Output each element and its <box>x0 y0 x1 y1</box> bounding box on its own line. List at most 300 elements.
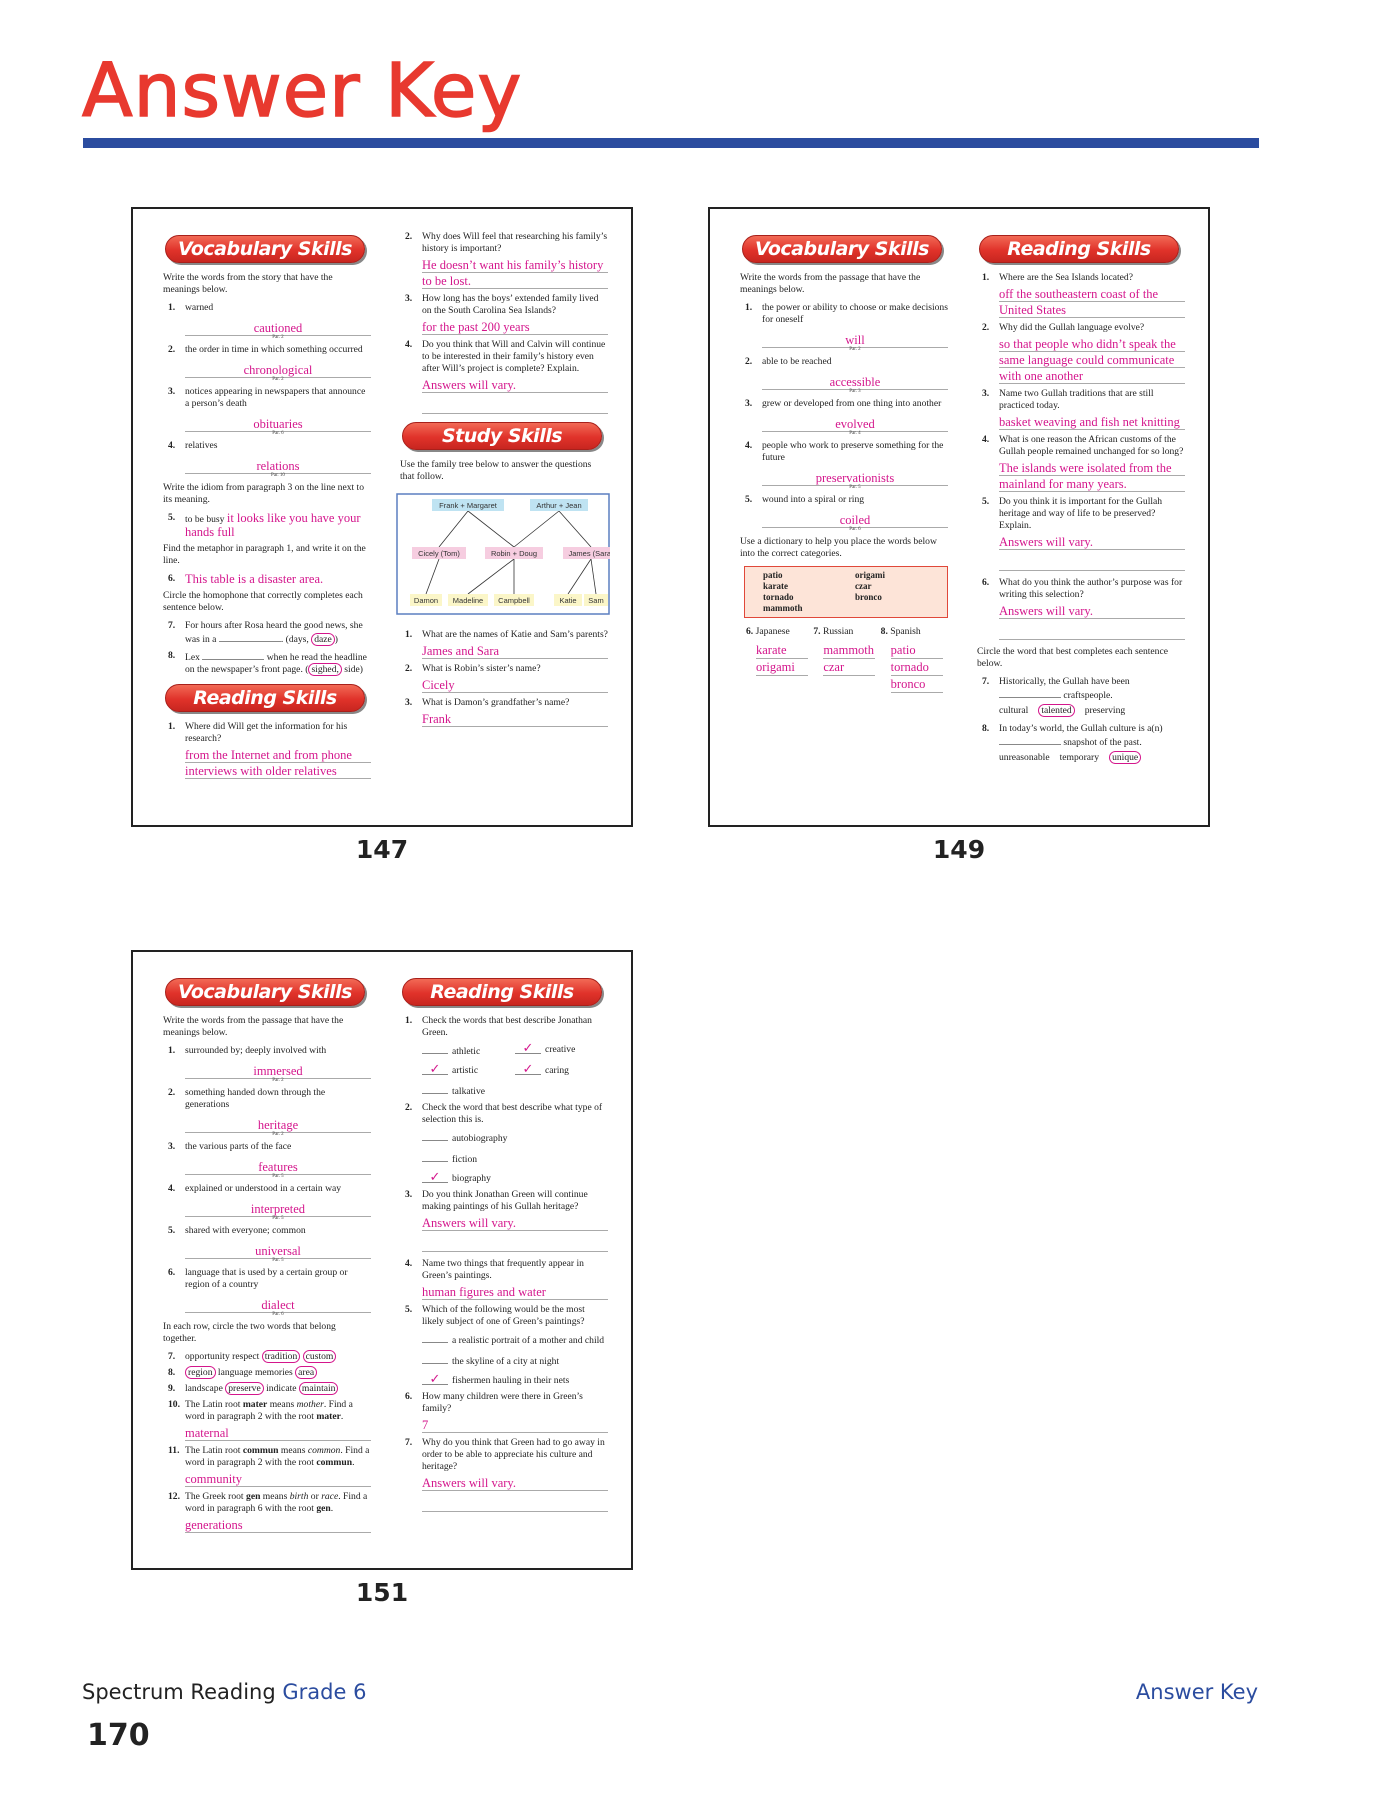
question-number: 7. <box>813 626 821 637</box>
question-segment: Lex <box>185 652 203 663</box>
check-mark-icon: ✓ <box>515 1064 541 1075</box>
question-segment: opportunity respect <box>185 1351 262 1362</box>
question-prompt: What is one reason the African customs of the Gullah people remained unchanged for so long? <box>999 434 1184 457</box>
answer-text: Answers will vary. <box>422 1476 516 1490</box>
answer-line <box>185 1297 371 1317</box>
question-text <box>185 650 371 676</box>
answer-text: Cicely <box>422 678 455 692</box>
question <box>740 440 948 464</box>
question <box>977 676 1185 702</box>
answer-text: mammoth <box>823 643 875 657</box>
question <box>163 1267 371 1291</box>
answer-line <box>185 1159 371 1179</box>
question-number: 1. <box>405 1015 413 1026</box>
answer-text: obituaries <box>253 417 303 431</box>
question-segment: . Find a word in paragraph 2 with the root <box>185 1399 353 1422</box>
answer-line <box>422 711 608 727</box>
question-segment: common <box>307 1445 341 1456</box>
question-prompt: What are the names of Katie and Sam’s parents? <box>422 629 608 640</box>
question-prompt: wound into a spiral or ring <box>762 494 865 505</box>
question <box>400 293 608 317</box>
question-segment: birth <box>289 1491 309 1502</box>
paragraph-reference: Par. 10 <box>271 473 285 478</box>
question-text <box>422 1258 608 1282</box>
answer-text: The islands were isolated from the mainland for many years. <box>999 461 1172 491</box>
question-prompt: able to be reached <box>762 356 832 367</box>
question-text <box>762 356 948 368</box>
question-text <box>999 676 1185 702</box>
question <box>740 302 948 326</box>
question-text <box>185 721 371 745</box>
circled-word: talented <box>1038 704 1074 717</box>
question <box>740 398 948 410</box>
answer-line <box>422 1475 608 1491</box>
word-bank-item: origami <box>855 570 885 580</box>
empty-check-blank <box>422 1151 448 1162</box>
worksheet-column <box>400 970 608 1518</box>
question-segment: side) <box>341 664 363 675</box>
question-text <box>762 494 948 506</box>
question <box>400 663 608 675</box>
answer-line <box>762 512 948 532</box>
answer-text: for the past 200 years <box>422 320 530 334</box>
question-text <box>185 1045 371 1057</box>
worksheet-column <box>163 970 371 1537</box>
answer-line <box>999 336 1185 384</box>
question <box>740 494 948 506</box>
answer-text: patio <box>891 642 943 659</box>
question-number: 1. <box>405 629 413 640</box>
answer-text: so that people who didn’t speak the same language could communicate with one another <box>999 337 1176 383</box>
answer-text: Frank <box>422 712 452 726</box>
answer-line <box>185 1117 371 1137</box>
question <box>740 356 948 368</box>
question <box>400 629 608 641</box>
empty-answer-line <box>999 623 1185 640</box>
worksheet-page-151 <box>131 950 633 1570</box>
tree-node-label: Frank + Margaret <box>439 501 497 510</box>
question <box>977 434 1185 458</box>
circled-word: maintain <box>299 1382 339 1395</box>
answer-line <box>422 677 608 693</box>
answer-line <box>185 747 371 779</box>
word-bank-item: tornado <box>763 592 794 602</box>
question <box>163 650 371 676</box>
question-number: 1. <box>982 272 990 283</box>
question-number: 8. <box>168 650 176 661</box>
tree-node-label: Sam <box>588 596 604 605</box>
category-heading <box>881 626 948 638</box>
check-label: artistic <box>452 1065 479 1076</box>
answer-line <box>999 603 1185 619</box>
answer-line <box>185 1063 371 1083</box>
category <box>746 626 813 693</box>
question-prompt: Why did the Gullah language evolve? <box>999 322 1145 333</box>
category-heading <box>746 626 813 638</box>
question-number: 1. <box>168 1045 176 1056</box>
question-text <box>999 577 1185 601</box>
empty-check-blank <box>422 1353 448 1364</box>
tree-node-label: Robin + Doug <box>490 549 538 558</box>
question-prompt: surrounded by; deeply involved with <box>185 1045 327 1056</box>
category-label: Russian <box>822 626 854 637</box>
question-prompt: explained or understood in a certain way <box>185 1183 342 1194</box>
footer-page-number: 170 <box>87 1718 150 1753</box>
check-label: autobiography <box>452 1133 508 1144</box>
question-text <box>185 440 371 452</box>
question-segment: landscape <box>185 1383 226 1394</box>
answer-blank <box>219 632 281 642</box>
question-text <box>185 1087 371 1111</box>
answer-line <box>422 643 608 659</box>
question-prompt: What is Damon’s grandfather’s name? <box>422 697 570 708</box>
worksheet-page-number: 151 <box>355 1578 409 1607</box>
checkbox-list <box>422 1332 608 1387</box>
question-prompt: Check the word that best describe what type of selection this is. <box>422 1102 603 1125</box>
question-segment: craftspeople. <box>1061 690 1113 701</box>
question-segment: Historically, the Gullah have been <box>999 676 1130 687</box>
checkbox-list <box>422 1130 608 1185</box>
question-text <box>185 1399 371 1423</box>
paragraph-reference: Par. 3 <box>849 389 861 394</box>
question <box>163 512 371 540</box>
instructions: Write the idiom from paragraph 3 on the line next to its meaning. <box>163 482 365 505</box>
answer-text: Answers will vary. <box>999 604 1093 618</box>
answer-text: karate <box>756 642 808 659</box>
question <box>977 577 1185 601</box>
answer-text: human figures and water <box>422 1285 546 1299</box>
question-text <box>762 398 948 410</box>
question-prompt: Which of the following would be the most likely subject of one of Green’s paintings? <box>422 1304 585 1327</box>
instructions: Use a dictionary to help you place the words below into the correct categories. <box>740 536 937 559</box>
question <box>400 1391 608 1415</box>
check-label: biography <box>452 1173 491 1184</box>
instructions: Circle the homophone that correctly completes each sentence below. <box>163 590 363 613</box>
word-choice: preserving <box>1084 705 1126 716</box>
empty-check-blank <box>422 1083 448 1094</box>
question <box>163 1445 371 1469</box>
tree-node-label: Katie <box>559 596 577 605</box>
title-divider <box>83 138 1259 148</box>
worksheet-column <box>163 227 371 783</box>
category-label: Spanish <box>890 626 921 637</box>
section-banner: Reading Skills <box>979 235 1179 263</box>
question-number: 3. <box>168 386 176 397</box>
category <box>813 626 880 693</box>
question-text <box>185 1351 371 1363</box>
check-label: caring <box>545 1065 569 1076</box>
footer-grade: Grade 6 <box>282 1680 367 1704</box>
tree-connector <box>426 559 439 594</box>
question <box>163 1383 371 1395</box>
answer-line <box>185 416 371 436</box>
question <box>400 1102 608 1126</box>
paragraph-reference: Par. 2 <box>272 1132 284 1137</box>
word-bank-item: mammoth <box>763 603 803 613</box>
question <box>163 1491 371 1515</box>
answer-line <box>422 257 608 289</box>
question-number: 5. <box>982 496 990 507</box>
question-segment: ) <box>334 634 338 645</box>
answer-text: off the southeastern coast of the United States <box>999 287 1159 317</box>
paragraph-reference: Par. 6 <box>849 527 861 532</box>
question-segment: gen <box>316 1503 331 1514</box>
question-segment: The Latin root <box>185 1399 243 1410</box>
question-prompt: warned <box>185 302 214 313</box>
circled-word: unique <box>1109 751 1141 764</box>
question-prompt: Why does Will feel that researching his family’s history is important? <box>422 231 608 254</box>
question-prompt: the power or ability to choose or make decisions for oneself <box>762 302 948 325</box>
answer-text: chronological <box>243 363 313 377</box>
check-item <box>422 1083 515 1098</box>
instructions: Find the metaphor in paragraph 1, and write it on the line. <box>163 543 366 566</box>
answer-line <box>185 1243 371 1263</box>
word-choice: cultural <box>999 705 1029 716</box>
answer-text: preservationists <box>815 471 895 485</box>
question-segment: . Find a word in paragraph 6 with the root <box>185 1491 368 1514</box>
worksheet-column <box>977 227 1185 770</box>
footer-section: Answer Key <box>1135 1680 1258 1704</box>
question-segment: when he read the headline on the newspaper’s front page. ( <box>185 652 367 675</box>
question-prompt: grew or developed from one thing into another <box>762 398 942 409</box>
answer-text: it looks like you have your hands full <box>185 511 361 539</box>
question-text <box>422 663 608 675</box>
question-prompt: Check the words that best describe Jonathan Green. <box>422 1015 592 1038</box>
question-number: 4. <box>168 440 176 451</box>
answer-line <box>762 374 948 394</box>
tree-node-label: Cicely (Tom) <box>418 549 460 558</box>
answer-line <box>999 534 1185 550</box>
question-number: 6. <box>982 577 990 588</box>
question <box>163 1351 371 1363</box>
answer-text: Answers will vary. <box>422 378 516 392</box>
circled-word: custom <box>303 1350 337 1363</box>
question-segment: The Greek root <box>185 1491 247 1502</box>
check-item <box>422 1130 608 1145</box>
question-segment: commun <box>316 1457 353 1468</box>
word-choices <box>999 705 1185 717</box>
question-segment: mater <box>242 1399 268 1410</box>
answer-line <box>185 320 371 340</box>
question <box>400 1015 608 1039</box>
question-segment: or <box>308 1491 322 1502</box>
question <box>400 697 608 709</box>
word-bank <box>744 566 948 618</box>
answer-text: maternal <box>185 1426 229 1440</box>
question-text <box>999 388 1185 412</box>
worksheet-page-147 <box>131 207 633 827</box>
check-mark-icon: ✓ <box>422 1374 448 1385</box>
question-number: 1. <box>168 721 176 732</box>
section-banner: Reading Skills <box>165 684 365 712</box>
answer-line <box>422 377 608 393</box>
question-text <box>422 697 608 709</box>
question-number: 8. <box>880 626 888 637</box>
instructions: Circle the word that best completes each sentence below. <box>977 646 1168 669</box>
question-prompt: Name two things that frequently appear in Green’s paintings. <box>422 1258 584 1281</box>
question-number: 11. <box>168 1445 180 1456</box>
question-text <box>422 1189 608 1213</box>
question-number: 4. <box>745 440 753 451</box>
answer-line <box>999 414 1185 430</box>
question-number: 7. <box>168 620 176 631</box>
answer-text: generations <box>185 1518 243 1532</box>
paragraph-reference: Par. 2 <box>849 347 861 352</box>
empty-answer-line <box>422 397 608 414</box>
question-segment: means <box>267 1399 297 1410</box>
question-segment: commun <box>242 1445 279 1456</box>
section-banner: Study Skills <box>402 422 602 450</box>
paragraph-reference: Par. 2 <box>272 1078 284 1083</box>
empty-answer-line <box>999 554 1185 571</box>
question-segment: . <box>330 1503 334 1514</box>
question-prompt: Name two Gullah traditions that are still practiced today. <box>999 388 1154 411</box>
word-bank-item: czar <box>855 581 872 591</box>
tree-connector <box>591 559 596 594</box>
tree-node-label: Campbell <box>498 596 530 605</box>
answer-line <box>422 1215 608 1231</box>
answer-text: bronco <box>891 676 943 693</box>
check-item <box>422 1151 608 1166</box>
question <box>163 344 371 356</box>
answer-line <box>762 470 948 490</box>
answer-line <box>762 416 948 436</box>
answer-text: relations <box>256 459 300 473</box>
question-number: 9. <box>168 1383 176 1394</box>
question-number: 6. <box>168 1267 176 1278</box>
question <box>400 1304 608 1328</box>
worksheet-column <box>740 227 948 697</box>
question-segment: mater <box>316 1411 341 1422</box>
tree-node-label: Damon <box>413 596 439 605</box>
question-number: 12. <box>168 1491 180 1502</box>
question <box>977 496 1185 532</box>
question-text <box>185 1367 371 1379</box>
answer-text: dialect <box>261 1298 295 1312</box>
page-title: Answer Key <box>82 48 523 134</box>
answer-line <box>762 332 948 352</box>
check-label: fishermen hauling in their nets <box>452 1375 570 1386</box>
question-segment: snapshot of the past. <box>1061 737 1142 748</box>
question-segment: . Find a word in paragraph 2 with the root <box>185 1445 370 1468</box>
question-text <box>999 496 1185 532</box>
check-label: the skyline of a city at night <box>452 1356 560 1367</box>
tree-connector <box>468 511 514 547</box>
check-item <box>422 1353 608 1368</box>
question-text <box>422 1015 608 1039</box>
question <box>400 339 608 375</box>
question-prompt: shared with everyone; common <box>185 1225 306 1236</box>
question-text <box>999 723 1185 749</box>
question-number: 2. <box>168 1087 176 1098</box>
circled-word: region <box>185 1366 216 1379</box>
question-number: 6. <box>746 626 754 637</box>
circled-word: area <box>295 1366 317 1379</box>
answer-blank <box>202 650 264 660</box>
question-number: 2. <box>405 1102 413 1113</box>
question <box>163 1045 371 1057</box>
question-number: 10. <box>168 1399 180 1410</box>
question-text <box>999 322 1185 334</box>
question <box>977 272 1185 284</box>
question-number: 3. <box>405 697 413 708</box>
word-choice: temporary <box>1059 752 1100 763</box>
answer-line <box>185 1425 371 1441</box>
question-segment: In today’s world, the Gullah culture is a(n) <box>999 723 1163 734</box>
family-tree <box>396 493 610 615</box>
paragraph-reference: Par. 5 <box>272 1174 284 1179</box>
instructions: Write the words from the passage that have the meanings below. <box>163 1015 344 1038</box>
question-prompt: What do you think the author’s purpose was for writing this selection? <box>999 577 1183 600</box>
question-prompt: Why do you think that Green had to go away in order to be able to appreciate his culture and heritage? <box>422 1437 605 1472</box>
question <box>163 1399 371 1423</box>
question-text <box>185 1267 371 1291</box>
word-bank-item: bronco <box>855 592 882 602</box>
question-prompt: Do you think that Will and Calvin will continue to be interested in their family’s history even after Will’s project is complete? Explain. <box>422 339 606 374</box>
question-prompt: people who work to preserve something for the future <box>762 440 944 463</box>
question <box>400 1437 608 1473</box>
instructions: Use the family tree below to answer the questions that follow. <box>400 459 592 482</box>
question-text <box>422 1391 608 1415</box>
question-text <box>422 1304 608 1328</box>
question-prompt: Where are the Sea Islands located? <box>999 272 1133 283</box>
question-number: 3. <box>168 1141 176 1152</box>
question-prompt: Do you think Jonathan Green will continue making paintings of his Gullah heritage? <box>422 1189 588 1212</box>
question <box>163 1367 371 1379</box>
answer-text: features <box>258 1160 298 1174</box>
question-number: 6. <box>405 1391 413 1402</box>
tree-connector <box>559 511 591 547</box>
word-bank-item: patio <box>763 570 783 580</box>
question <box>163 1141 371 1153</box>
checkbox-list <box>422 1040 608 1098</box>
question-text <box>999 272 1185 284</box>
answer-blank <box>999 688 1061 698</box>
section-banner: Vocabulary Skills <box>742 235 942 263</box>
answer-line <box>185 362 371 382</box>
circled-word: preserve <box>225 1382 264 1395</box>
paragraph-reference: Par. 6 <box>272 1312 284 1317</box>
question <box>400 1189 608 1213</box>
question-text <box>422 293 608 317</box>
question <box>163 1087 371 1111</box>
question-number: 5. <box>745 494 753 505</box>
question-prompt: the order in time in which something occurred <box>185 344 363 355</box>
question-text <box>422 629 608 641</box>
question-segment: race <box>321 1491 339 1502</box>
category <box>881 626 948 693</box>
question-prompt: Where did Will get the information for his research? <box>185 721 348 744</box>
question-prompt: How many children were there in Green’s family? <box>422 1391 583 1414</box>
question <box>163 1183 371 1195</box>
check-label: creative <box>545 1044 576 1055</box>
answer-line <box>422 1284 608 1300</box>
question-number: 1. <box>168 302 176 313</box>
check-label: fiction <box>452 1154 478 1165</box>
worksheet-page-149 <box>708 207 1210 827</box>
empty-check-blank <box>422 1130 448 1141</box>
answer-text: czar <box>823 659 875 676</box>
answer-line <box>185 1517 371 1533</box>
check-label: talkative <box>452 1086 486 1097</box>
worksheet-column <box>400 227 608 731</box>
answer-text: community <box>185 1472 242 1486</box>
tree-connector <box>568 559 591 594</box>
question-number: 4. <box>405 339 413 350</box>
question-number: 2. <box>982 322 990 333</box>
question-number: 3. <box>982 388 990 399</box>
question-text <box>185 573 371 587</box>
